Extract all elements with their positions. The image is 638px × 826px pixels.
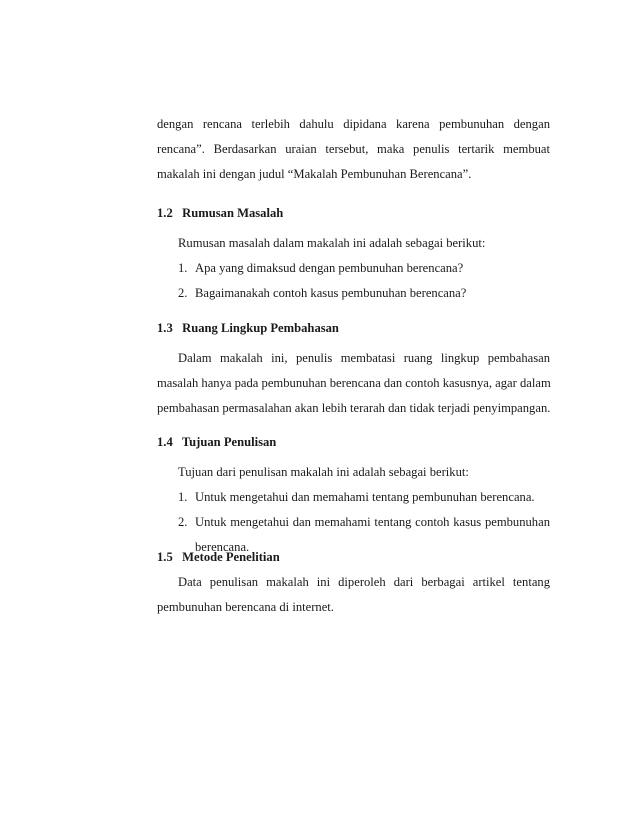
intro-line-2: rencana”. Berdasarkan uraian tersebut, maka penulis tertarik membuat	[157, 142, 550, 156]
section-1-4	[157, 431, 550, 558]
section-1-5-title: Metode Penelitian	[182, 550, 280, 564]
section-1-5-line-1: Data penulisan makalah ini diperoleh dari berbagai artikel tentang	[178, 575, 550, 589]
list-item-text: Untuk mengetahui dan memahami tentang contoh kasus pembunuhan	[195, 515, 550, 529]
section-1-2-number: 1.2	[157, 206, 173, 220]
section-1-3-line-3: pembahasan permasalahan akan lebih terarah dan tidak terjadi penyimpangan.	[157, 401, 551, 415]
section-1-3-line-2: masalah hanya pada pembunuhan berencana dan contoh kasusnya, agar dalam	[157, 376, 551, 390]
section-1-5-number: 1.5	[157, 550, 173, 564]
section-1-4-intro: Tujuan dari penulisan makalah ini adalah sebagai berikut:	[178, 465, 469, 479]
list-item	[157, 511, 550, 533]
section-1-5-line-2: pembunuhan berencana di internet.	[157, 600, 334, 614]
section-1-2-heading	[157, 202, 550, 224]
intro-paragraph	[157, 113, 550, 185]
list-item	[157, 282, 550, 304]
section-1-3-number: 1.3	[157, 321, 173, 335]
list-item	[157, 486, 550, 508]
section-1-5-heading	[157, 546, 550, 568]
intro-line-3: makalah ini dengan judul “Makalah Pembunuhan Berencana”.	[157, 167, 472, 181]
section-1-3-heading	[157, 317, 550, 339]
section-1-2-intro: Rumusan masalah dalam makalah ini adalah sebagai berikut:	[178, 236, 486, 250]
section-1-2-title: Rumusan Masalah	[182, 206, 284, 220]
list-item-number: 1.	[178, 261, 188, 275]
section-1-3	[157, 317, 550, 419]
section-1-5	[157, 546, 550, 618]
list-item-number: 2.	[178, 286, 188, 300]
list-item-text: Untuk mengetahui dan memahami tentang pembunuhan berencana.	[195, 490, 535, 504]
list-item-number: 2.	[178, 515, 188, 529]
section-1-4-heading	[157, 431, 550, 453]
list-item	[157, 257, 550, 279]
section-1-4-title: Tujuan Penulisan	[181, 435, 277, 449]
list-item-text: Apa yang dimaksud dengan pembunuhan berencana?	[195, 261, 464, 275]
intro-line-1: dengan rencana terlebih dahulu dipidana karena pembunuhan dengan	[157, 117, 550, 131]
list-item-number: 1.	[178, 490, 188, 504]
section-1-3-title: Ruang Lingkup Pembahasan	[182, 321, 339, 335]
list-item-continuation: berencana.	[195, 540, 250, 554]
section-1-4-number: 1.4	[157, 435, 173, 449]
section-1-2	[157, 202, 550, 304]
section-1-3-line-1: Dalam makalah ini, penulis membatasi ruang lingkup pembahasan	[178, 351, 550, 365]
list-item-text: Bagaimanakah contoh kasus pembunuhan berencana?	[195, 286, 467, 300]
